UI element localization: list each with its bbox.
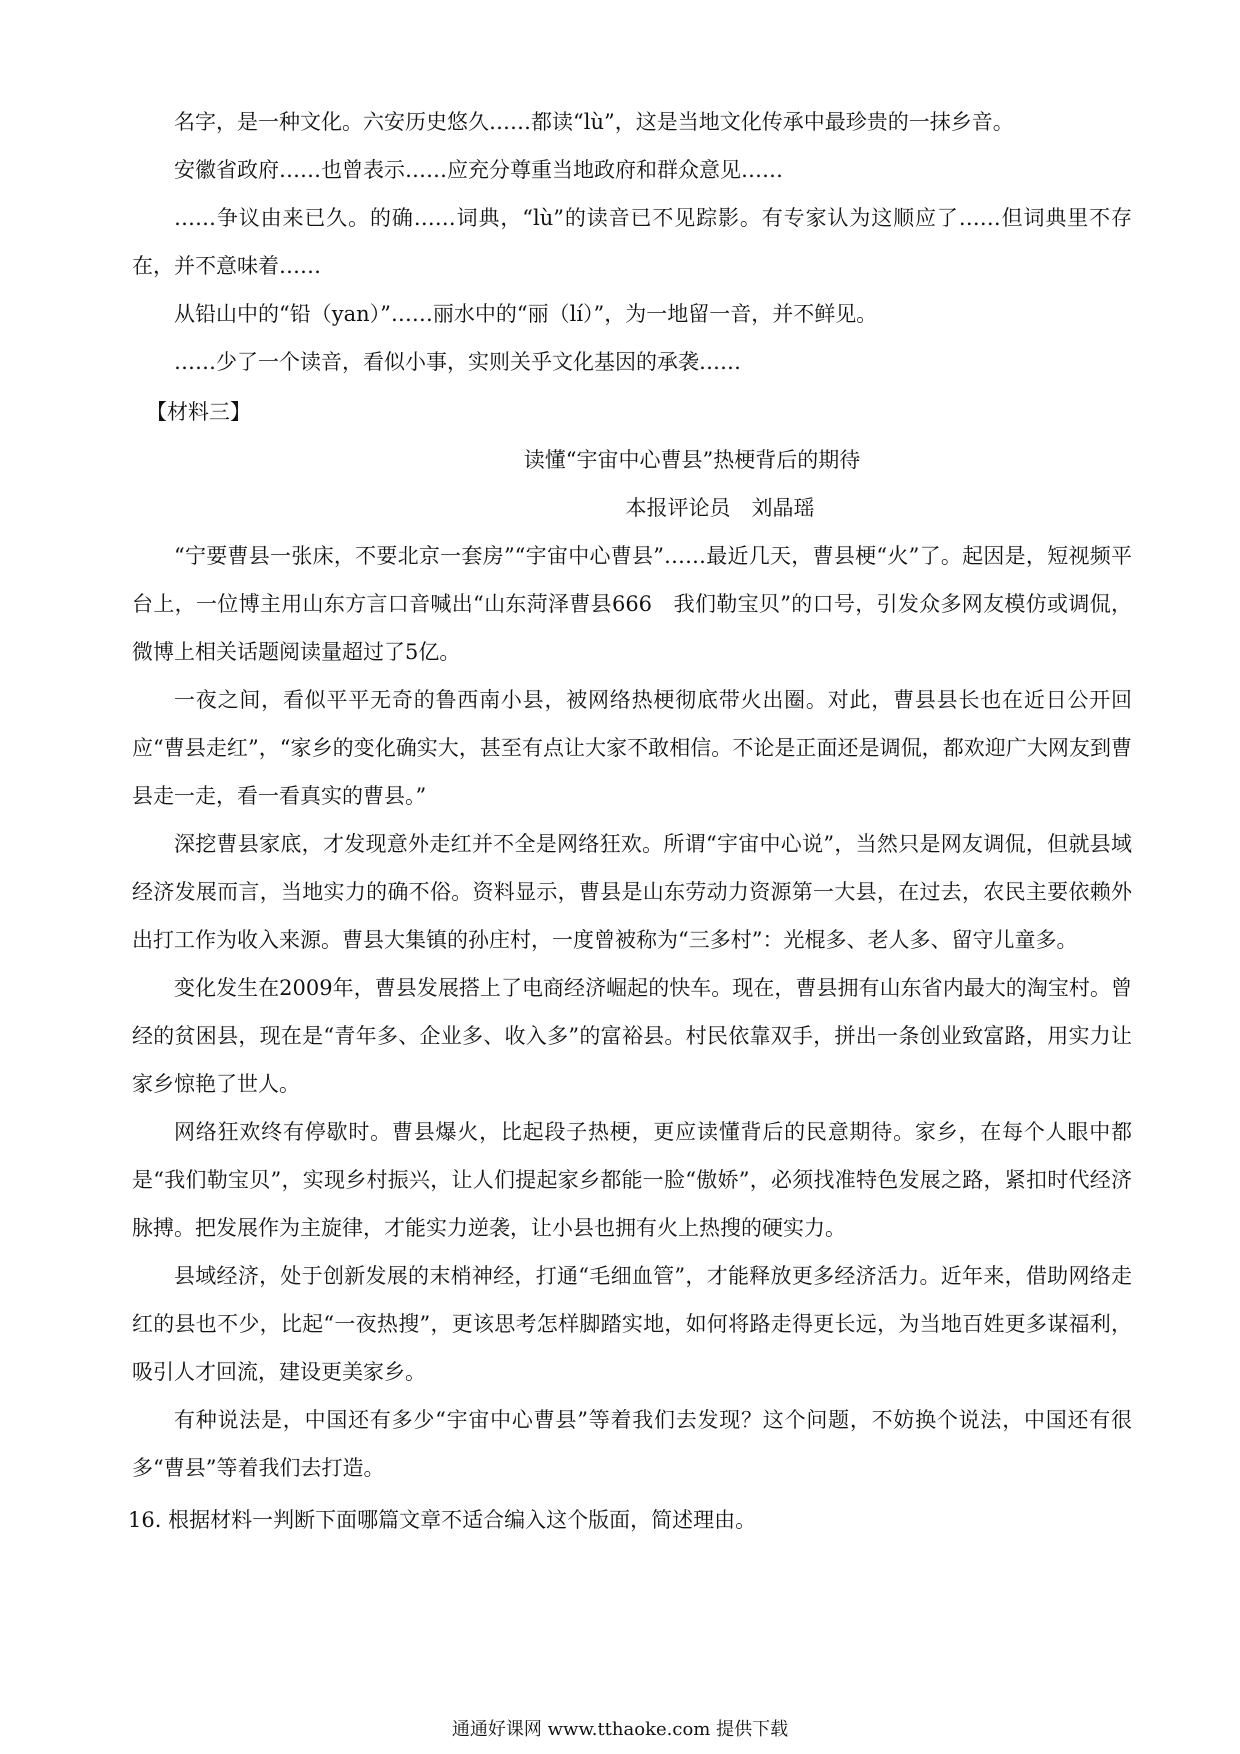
paragraph: 从铅山中的“铅（yan）”……丽水中的“丽（lí）”，为一地留一音，并不鲜见。 (174, 302, 878, 326)
paragraph: 名字，是一种文化。六安历史悠久……都读“lù”，这是当地文化传承中最珍贵的一抹乡音。 (174, 110, 1014, 134)
article-paragraph: 县域经济，处于创新发展的末梢神经，打通“毛细血管”，才能释放更多经济活力。近年来，借助网络走红的县也不少，比起“一夜热搜”，更该思考怎样脚踏实地，如何将路走得更长远，为当地百姓更多谋福利，吸引人才回流，建设更美家乡。 (132, 1264, 1132, 1384)
paragraph: ……争议由来已久。的确……词典，“lù”的读音已不见踪影。有专家认为这顺应了……但词典里不存在，并不意味着…… (132, 206, 1132, 278)
article-paragraph: 网络狂欢终有停歇时。曹县爆火，比起段子热梗，更应读懂背后的民意期待。家乡，在每个人眼中都是“我们勒宝贝”，实现乡村振兴，让人们提起家乡都能一脸“傲娇”，必须找准特色发展之路，紧扣时代经济脉搏。把发展作为主旋律，才能实力逆袭，让小县也拥有火上热搜的硬实力。 (132, 1120, 1132, 1240)
article-paragraph: 有种说法是，中国还有多少“宇宙中心曹县”等着我们去发现？这个问题，不妨换个说法，中国还有很多“曹县”等着我们去打造。 (132, 1408, 1132, 1480)
article-paragraph: 变化发生在2009年，曹县发展搭上了电商经济崛起的快车。现在，曹县拥有山东省内最大的淘宝村。曾经的贫困县，现在是“青年多、企业多、收入多”的富裕县。村民依靠双手，拼出一条创业致富路，用实力让家乡惊艳了世人。 (132, 976, 1132, 1096)
article-title: 读懂“宇宙中心曹县”热梗背后的期待 (523, 448, 861, 472)
document-body (128, 98, 1132, 1544)
page-footer: 通通好课网 www.tthaoke.com 提供下载 (451, 1719, 789, 1740)
article-paragraph: “宁要曹县一张床，不要北京一套房”“宇宙中心曹县”……最近几天，曹县梗“火”了。起因是，短视频平台上，一位博主用山东方言口音喊出“山东菏泽曹县666 我们勒宝贝”的口号，引发众多网友模仿或调侃，微博上相关话题阅读量超过了5亿。 (132, 544, 1132, 664)
article-byline: 本报评论员 刘晶瑶 (625, 496, 815, 520)
article-paragraph: 一夜之间，看似平平无奇的鲁西南小县，被网络热梗彻底带火出圈。对此，曹县县长也在近日公开回应“曹县走红”，“家乡的变化确实大，甚至有点让大家不敢相信。不论是正面还是调侃，都欢迎广大网友到曹县走一走，看一看真实的曹县。” (132, 688, 1132, 808)
question-16: 16. 根据材料一判断下面哪篇文章不适合编入这个版面，简述理由。 (128, 1508, 757, 1532)
material-label: 【材料三】 (146, 400, 251, 424)
paragraph: 安徽省政府……也曾表示……应充分尊重当地政府和群众意见…… (174, 158, 783, 182)
paragraph: ……少了一个读音，看似小事，实则关乎文化基因的承袭…… (174, 350, 741, 374)
article-paragraph: 深挖曹县家底，才发现意外走红并不全是网络狂欢。所谓“宇宙中心说”，当然只是网友调侃，但就县域经济发展而言，当地实力的确不俗。资料显示，曹县是山东劳动力资源第一大县，在过去，农民主要依赖外出打工作为收入来源。曹县大集镇的孙庄村，一度曾被称为“三多村”：光棍多、老人多、留守儿童多。 (132, 832, 1132, 952)
